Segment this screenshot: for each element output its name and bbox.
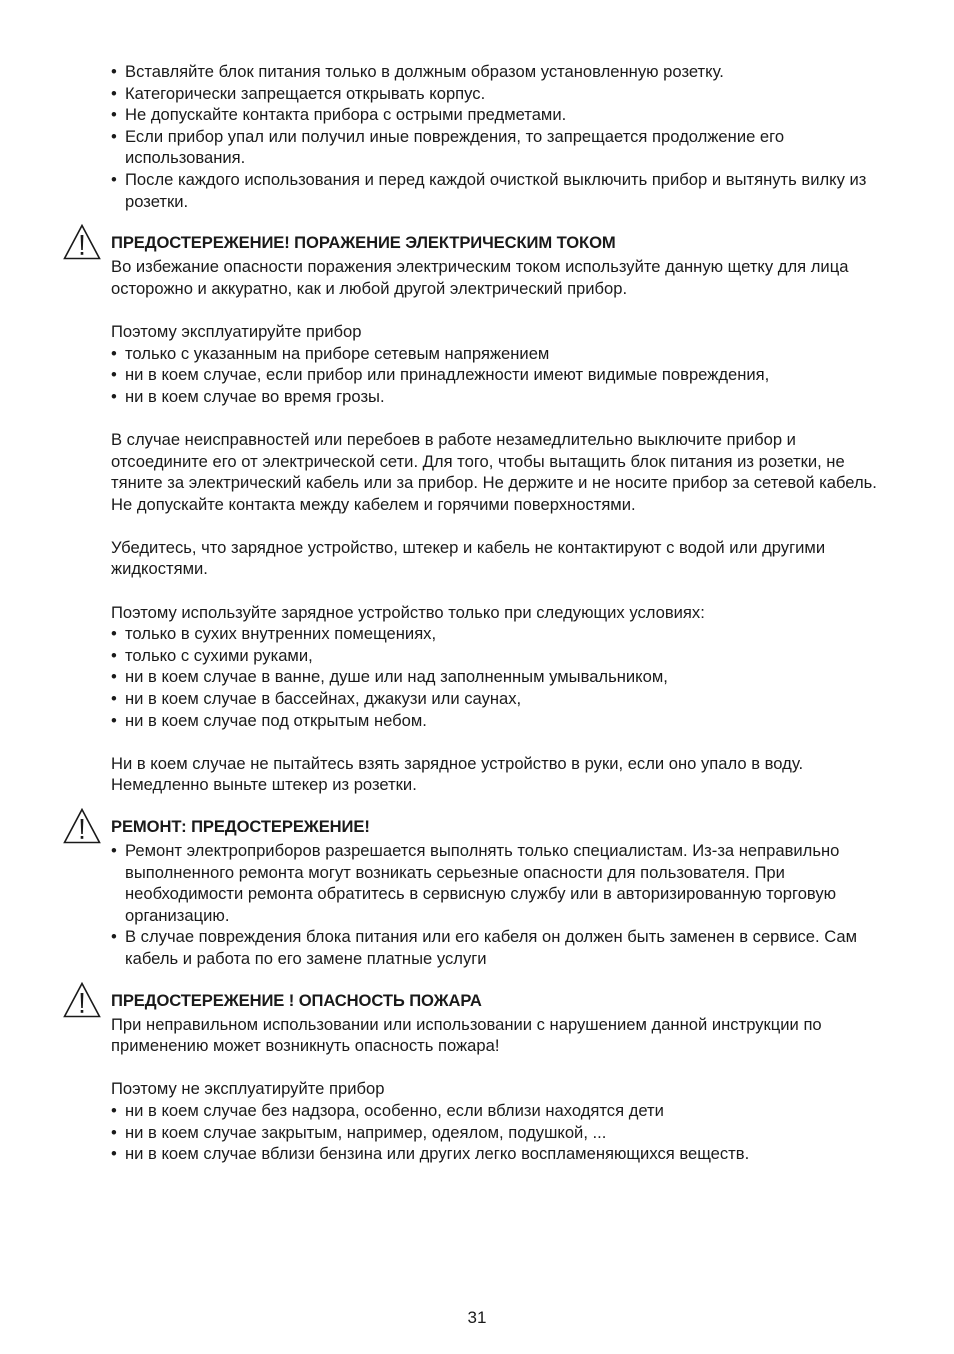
list-item: • только с указанным на приборе сетевым напряжением	[111, 343, 891, 365]
warning-triangle-icon	[63, 808, 101, 844]
fire-conditions-list	[111, 1100, 891, 1165]
list-item: • Не допускайте контакта прибора с острыми предметами.	[111, 104, 891, 126]
list-item: • ни в коем случае закрытым, например, одеялом, подушкой, ...	[111, 1122, 891, 1144]
paragraph: В случае неисправностей или перебоев в работе незамедлительно выключите прибор и отсоедините его от электрической сети. Для того, чтобы вытащить блок питания из розетки, не тяните за электрический кабель или за прибор. Не держите и не носите прибор за сетевой кабель. Не допускайте контакта между кабелем и горячими поверхностями.	[111, 429, 877, 514]
intro-safety-list	[111, 61, 891, 212]
list-item: • В случае повреждения блока питания или его кабеля он должен быть заменен в сервисе. Сам кабель и работа по его замене платные услуги	[111, 926, 891, 969]
repair-section	[111, 816, 891, 970]
list-item: • ни в коем случае под открытым небом.	[111, 710, 891, 732]
paragraph: Убедитесь, что зарядное устройство, штекер и кабель не контактируют с водой или другими жидкостями.	[111, 537, 826, 579]
fire-hazard-section	[111, 990, 891, 1165]
list-item: • только в сухих внутренних помещениях,	[111, 623, 891, 645]
list-item: • ни в коем случае в ванне, душе или над заполненным умывальником,	[111, 666, 891, 688]
warning-triangle-icon	[63, 982, 101, 1018]
list-item: • Ремонт электроприборов разрешается выполнять только специалистам. Из-за неправильно выполненного ремонта могут возникать серьезные опасности для пользователя. При необходимости ремонта обратитесь в сервисную службу или в авторизированную торговую организацию.	[111, 840, 891, 926]
charger-conditions-list	[111, 623, 891, 731]
list-item: • Категорически запрещается открывать корпус.	[111, 83, 891, 105]
electric-shock-section	[111, 232, 891, 796]
voltage-conditions-list	[111, 343, 891, 408]
paragraph: Ни в коем случае не пытайтесь взять зарядное устройство в руки, если оно упало в воду. Немедленно выньте штекер из розетки.	[111, 753, 804, 795]
list-item: • После каждого использования и перед каждой очисткой выключить прибор и вытянуть вилку из розетки.	[111, 169, 891, 212]
page-number: 31	[467, 1308, 487, 1327]
repair-list	[111, 840, 891, 970]
list-item: • ни в коем случае вблизи бензина или других легко воспламеняющихся веществ.	[111, 1143, 891, 1165]
list-item: • Вставляйте блок питания только в должным образом установленную розетку.	[111, 61, 891, 83]
list-lead: Поэтому эксплуатируйте прибор	[111, 321, 362, 341]
list-item: • Если прибор упал или получил иные повреждения, то запрещается продолжение его использования.	[111, 126, 891, 169]
section-heading: ПРЕДОСТЕРЕЖЕНИЕ! ПОРАЖЕНИЕ ЭЛЕКТРИЧЕСКИМ ТОКОМ	[111, 233, 616, 253]
list-item: • ни в коем случае во время грозы.	[111, 386, 891, 408]
warning-triangle-icon	[63, 224, 101, 260]
section-heading: ПРЕДОСТЕРЕЖЕНИЕ ! ОПАСНОСТЬ ПОЖАРА	[111, 990, 482, 1010]
manual-page-content	[111, 61, 891, 1165]
paragraph: Во избежание опасности поражения электрическим током используйте данную щетку для лица осторожно и аккуратно, как и любой другой электрический прибор.	[111, 257, 849, 298]
list-item: • ни в коем случае, если прибор или принадлежности имеют видимые повреждения,	[111, 364, 891, 386]
section-heading: РЕМОНТ: ПРЕДОСТЕРЕЖЕНИЕ!	[111, 817, 370, 836]
paragraph: При неправильном использовании или использовании с нарушением данной инструкции по применению может возникнуть опасность пожара!	[111, 1014, 822, 1056]
list-item: • ни в коем случае без надзора, особенно, если вблизи находятся дети	[111, 1100, 891, 1122]
list-lead: Поэтому используйте зарядное устройство только при следующих условиях:	[111, 602, 705, 622]
list-item: • только с сухими руками,	[111, 645, 891, 667]
list-lead: Поэтому не эксплуатируйте прибор	[111, 1079, 385, 1099]
list-item: • ни в коем случае в бассейнах, джакузи или саунах,	[111, 688, 891, 710]
